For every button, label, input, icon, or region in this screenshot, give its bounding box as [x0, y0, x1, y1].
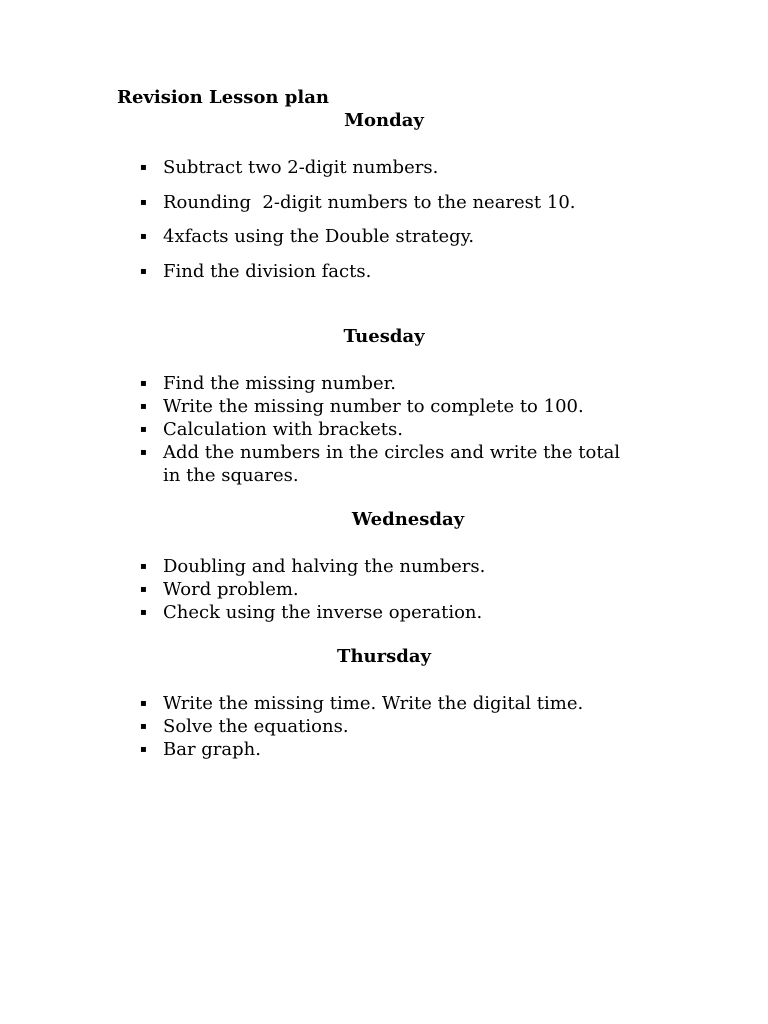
square-bullet-icon: ▪	[140, 231, 147, 242]
square-bullet-icon: ▪	[140, 196, 147, 208]
list-item-text: Subtract two 2-digit numbers.	[163, 157, 439, 178]
list-item	[140, 418, 640, 441]
monday-list	[140, 156, 640, 294]
square-bullet-icon: ▪	[140, 447, 147, 458]
thursday-list	[140, 692, 640, 761]
square-bullet-icon: ▪	[140, 162, 147, 173]
list-item	[140, 692, 640, 715]
list-item	[140, 260, 640, 283]
list-item	[140, 555, 640, 578]
square-bullet-icon: ▪	[140, 265, 147, 277]
list-item	[140, 372, 640, 395]
square-bullet-icon: ▪	[140, 698, 147, 709]
list-item-text: Bar graph.	[163, 739, 261, 760]
list-item	[140, 578, 640, 601]
list-item	[140, 225, 640, 248]
square-bullet-icon: ▪	[140, 721, 147, 732]
list-item-text: Check using the inverse operation.	[163, 602, 483, 623]
square-bullet-icon: ▪	[140, 607, 147, 618]
tuesday-list	[140, 372, 640, 487]
day-heading-thursday: Thursday	[337, 646, 431, 667]
list-item-text: Write the missing number to complete to 100.	[163, 396, 584, 417]
square-bullet-icon: ▪	[140, 424, 147, 435]
square-bullet-icon: ▪	[140, 744, 147, 755]
square-bullet-icon: ▪	[140, 584, 147, 595]
list-item	[140, 191, 640, 214]
list-item-text: Calculation with brackets.	[163, 419, 403, 440]
list-item-text: Solve the equations.	[163, 716, 349, 737]
list-item	[140, 156, 640, 179]
list-item-text: Add the numbers in the circles and write the total in the squares.	[163, 442, 621, 486]
list-item-text: Doubling and halving the numbers.	[163, 556, 486, 577]
list-item	[140, 715, 640, 738]
square-bullet-icon: ▪	[140, 561, 147, 572]
square-bullet-icon: ▪	[140, 401, 147, 412]
day-heading-wednesday: Wednesday	[351, 509, 465, 530]
wednesday-list	[140, 555, 640, 624]
list-item	[140, 395, 640, 418]
page-title: Revision Lesson plan	[117, 87, 329, 108]
list-item	[140, 601, 640, 624]
list-item	[140, 441, 640, 487]
list-item	[140, 738, 640, 761]
list-item-text: Rounding 2-digit numbers to the nearest 10.	[163, 191, 576, 213]
square-bullet-icon: ▪	[140, 378, 147, 389]
day-heading-monday: Monday	[344, 110, 424, 131]
list-item-text: Find the missing number.	[163, 373, 396, 394]
list-item-text: Write the missing time. Write the digital time.	[163, 693, 584, 714]
day-heading-tuesday: Tuesday	[343, 326, 425, 347]
list-item-text: 4xfacts using the Double strategy.	[163, 226, 475, 247]
list-item-text: Find the division facts.	[163, 260, 372, 282]
list-item-text: Word problem.	[163, 579, 299, 600]
